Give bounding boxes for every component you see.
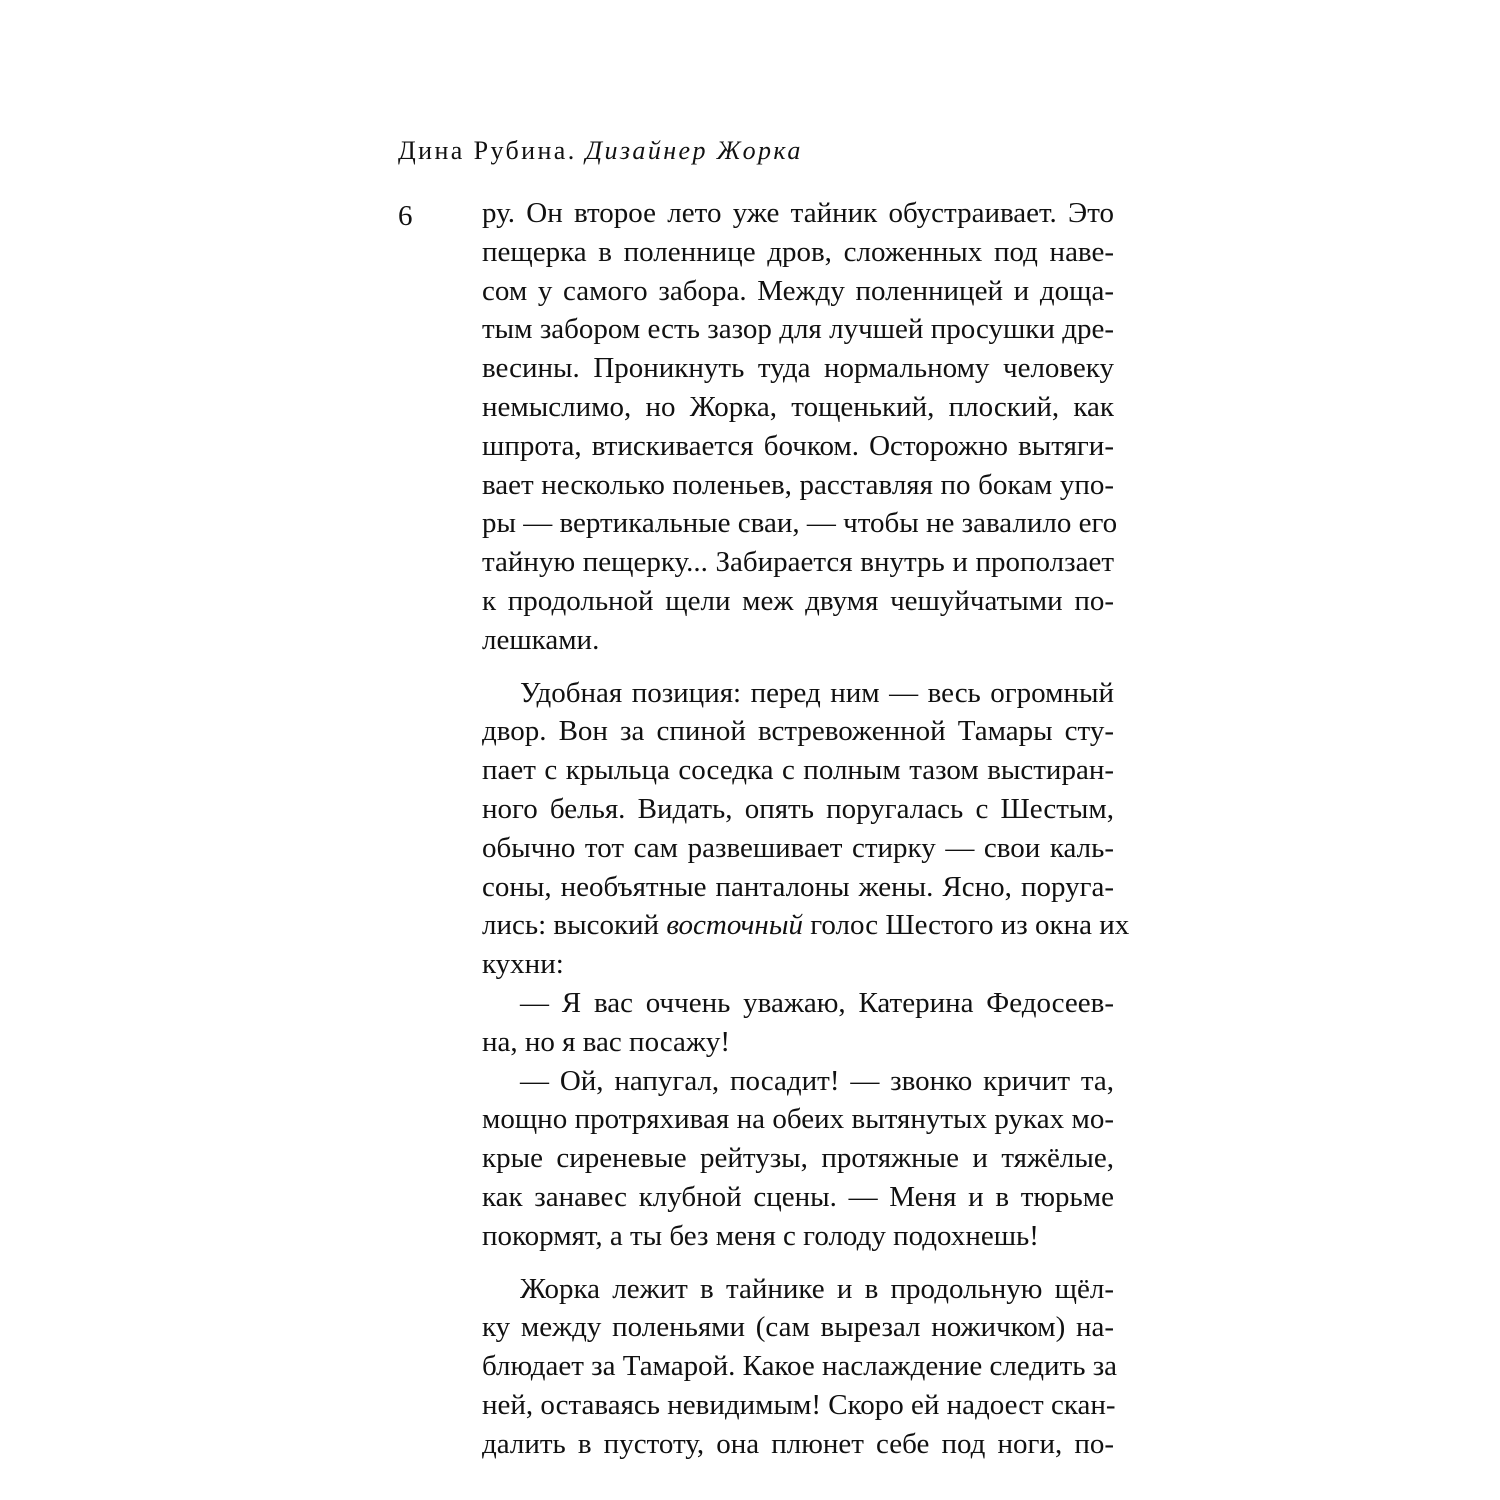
paragraph-dialogue (482, 1062, 1114, 1256)
text-run: голос Шестого из окна их (802, 909, 1130, 942)
text-line: блюдает за Тамарой. Какое наслаждение следить за (482, 1350, 1118, 1383)
text-line: ку между поленьями (сам вырезал ножичком) на- (482, 1311, 1114, 1344)
text-line: обычно тот сам развешивает стирку — свои каль- (482, 831, 1114, 864)
text-line: Удобная позиция: перед ним — весь огромный (520, 676, 1114, 709)
text-line: пает с крыльца соседка с полным тазом выстиран- (482, 754, 1114, 787)
text-line: к продольной щели меж двумя чешуйчатыми по- (482, 584, 1114, 617)
header-book-title: Дизайнер Жорка (585, 136, 803, 165)
italic-word: восточный (666, 909, 803, 942)
text-line: вает несколько поленьев, расставляя по бокам упо- (482, 468, 1114, 501)
paragraph-dialogue (482, 984, 1114, 1062)
text-line: шпрота, втискивается бочком. Осторожно вытяги- (482, 429, 1114, 462)
paragraph (482, 674, 1130, 984)
paragraph (482, 194, 1118, 660)
text-line: ней, оставаясь невидимым! Скоро ей надоест скан- (482, 1388, 1116, 1421)
text-line: мощно протряхивая на обеих вытянутых руках мо- (482, 1103, 1114, 1136)
text-run: лись: высокий (482, 909, 667, 942)
text-line: лешками. (482, 623, 600, 656)
text-line: крые сиреневые рейтузы, протяжные и тяжёлые, (482, 1142, 1114, 1175)
text-line: двор. Вон за спиной встревоженной Тамары сту- (482, 715, 1114, 748)
text-line: кухни: (482, 948, 564, 981)
text-line: ного белья. Видать, опять поругалась с Шестым, (482, 792, 1114, 825)
text-line: ры — вертикальные сваи, — чтобы не завалило его (482, 507, 1118, 540)
text-line: как занавес клубной сцены. — Меня и в тюрьме (482, 1180, 1114, 1213)
text-line: тайную пещерку... Забирается внутрь и проползает (482, 546, 1114, 579)
paragraph (482, 1270, 1118, 1464)
body-text (482, 194, 1130, 1464)
text-line: сом у самого забора. Между поленницей и доща- (482, 274, 1114, 307)
text-line-with-italic (482, 906, 1130, 945)
text-line: — Ой, напугал, посадит! — звонко кричит та, (520, 1064, 1114, 1097)
text-line: немыслимо, но Жорка, тощенький, плоский, как (482, 390, 1114, 423)
running-header (398, 136, 803, 166)
text-line: ру. Он второе лето уже тайник обустраивает. Это (482, 197, 1114, 229)
page-number: 6 (398, 200, 413, 232)
header-author: Дина Рубина. (398, 136, 577, 165)
text-line: далить в пустоту, она плюнет себе под ноги, по- (482, 1427, 1114, 1460)
text-line: тым забором есть зазор для лучшей просушки дре- (482, 313, 1114, 346)
text-line: — Я вас оччень уважаю, Катерина Федосеев- (520, 986, 1114, 1019)
text-line: пещерка в поленнице дров, сложенных под наве- (482, 235, 1114, 268)
text-line: на, но я вас посажу! (482, 1025, 731, 1058)
text-line: весины. Проникнуть туда нормальному человеку (482, 352, 1114, 385)
text-line: Жорка лежит в тайнике и в продольную щёл- (520, 1272, 1114, 1305)
text-line: покормят, а ты без меня с голоду подохнешь! (482, 1219, 1039, 1252)
text-line: соны, необъятные панталоны жены. Ясно, поруга- (482, 870, 1114, 903)
